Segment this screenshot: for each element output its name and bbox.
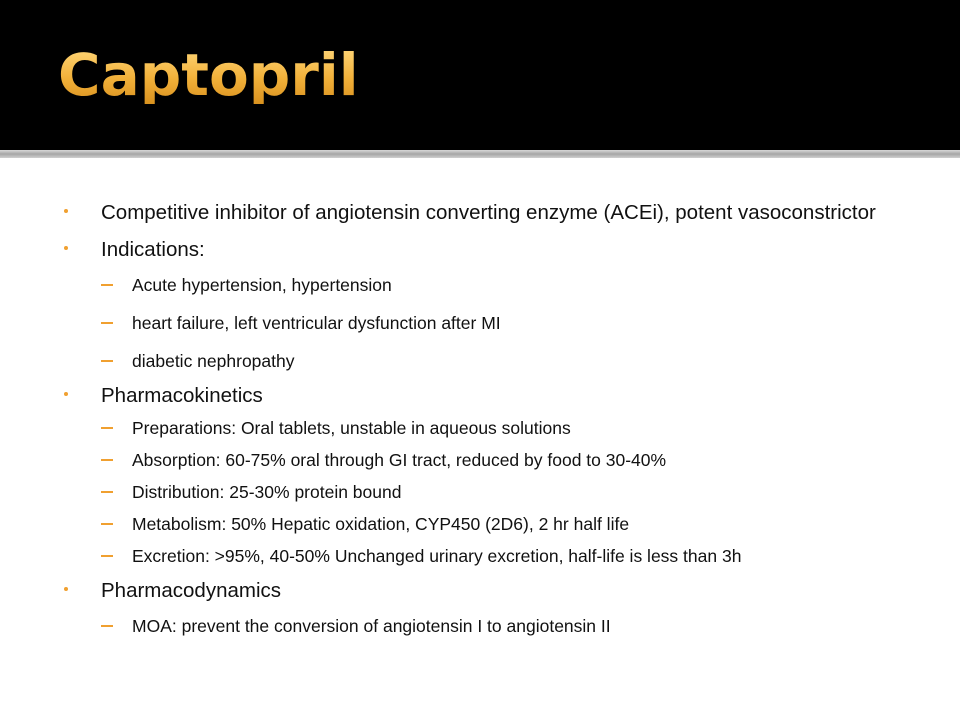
dash-icon [101, 427, 113, 429]
slide-body [0, 158, 960, 720]
sub-bullet-text: Distribution: 25-30% protein bound [132, 482, 402, 502]
bullet-item [64, 235, 924, 373]
sub-bullet-list [101, 273, 924, 373]
sub-bullet-text: Acute hypertension, hypertension [132, 275, 392, 295]
bullet-item [64, 381, 924, 568]
sub-bullet-item [101, 273, 924, 297]
sub-bullet-item [101, 544, 924, 568]
bullet-dot-icon [64, 587, 68, 591]
bullet-item [64, 198, 924, 227]
sub-bullet-item [101, 480, 924, 504]
bullet-text: Indications: [101, 238, 205, 261]
sub-bullet-item [101, 349, 924, 373]
sub-bullet-item [101, 614, 924, 638]
title-bar [0, 0, 960, 150]
dash-icon [101, 523, 113, 525]
bullet-dot-icon [64, 209, 68, 213]
sub-bullet-text: diabetic nephropathy [132, 351, 295, 371]
bullet-text: Competitive inhibitor of angiotensin converting enzyme (ACEi), potent vasoconstrictor [101, 201, 876, 224]
dash-icon [101, 284, 113, 286]
sub-bullet-list [101, 614, 924, 638]
bullet-text: Pharmacodynamics [101, 579, 282, 602]
sub-bullet-list [101, 416, 924, 568]
dash-icon [101, 491, 113, 493]
bullet-dot-icon [64, 392, 68, 396]
dash-icon [101, 360, 113, 362]
bullet-item [64, 576, 924, 638]
dash-icon [101, 625, 113, 627]
sub-bullet-text: MOA: prevent the conversion of angiotensin I to angiotensin II [132, 616, 611, 636]
sub-bullet-item [101, 448, 924, 472]
dash-icon [101, 555, 113, 557]
dash-icon [101, 459, 113, 461]
bullet-text: Pharmacokinetics [101, 384, 263, 407]
sub-bullet-text: Absorption: 60-75% oral through GI tract, reduced by food to 30-40% [132, 450, 667, 470]
sub-bullet-item [101, 416, 924, 440]
bullet-dot-icon [64, 246, 68, 250]
sub-bullet-text: Preparations: Oral tablets, unstable in aqueous solutions [132, 418, 571, 438]
slide-title: Captopril [58, 41, 359, 109]
sub-bullet-item [101, 512, 924, 536]
bullet-list [64, 198, 924, 638]
sub-bullet-text: Metabolism: 50% Hepatic oxidation, CYP450 (2D6), 2 hr half life [132, 514, 630, 534]
sub-bullet-item [101, 311, 924, 335]
dash-icon [101, 322, 113, 324]
sub-bullet-text: heart failure, left ventricular dysfunction after MI [132, 313, 501, 333]
title-divider [0, 150, 960, 158]
sub-bullet-text: Excretion: >95%, 40-50% Unchanged urinary excretion, half-life is less than 3h [132, 546, 742, 566]
